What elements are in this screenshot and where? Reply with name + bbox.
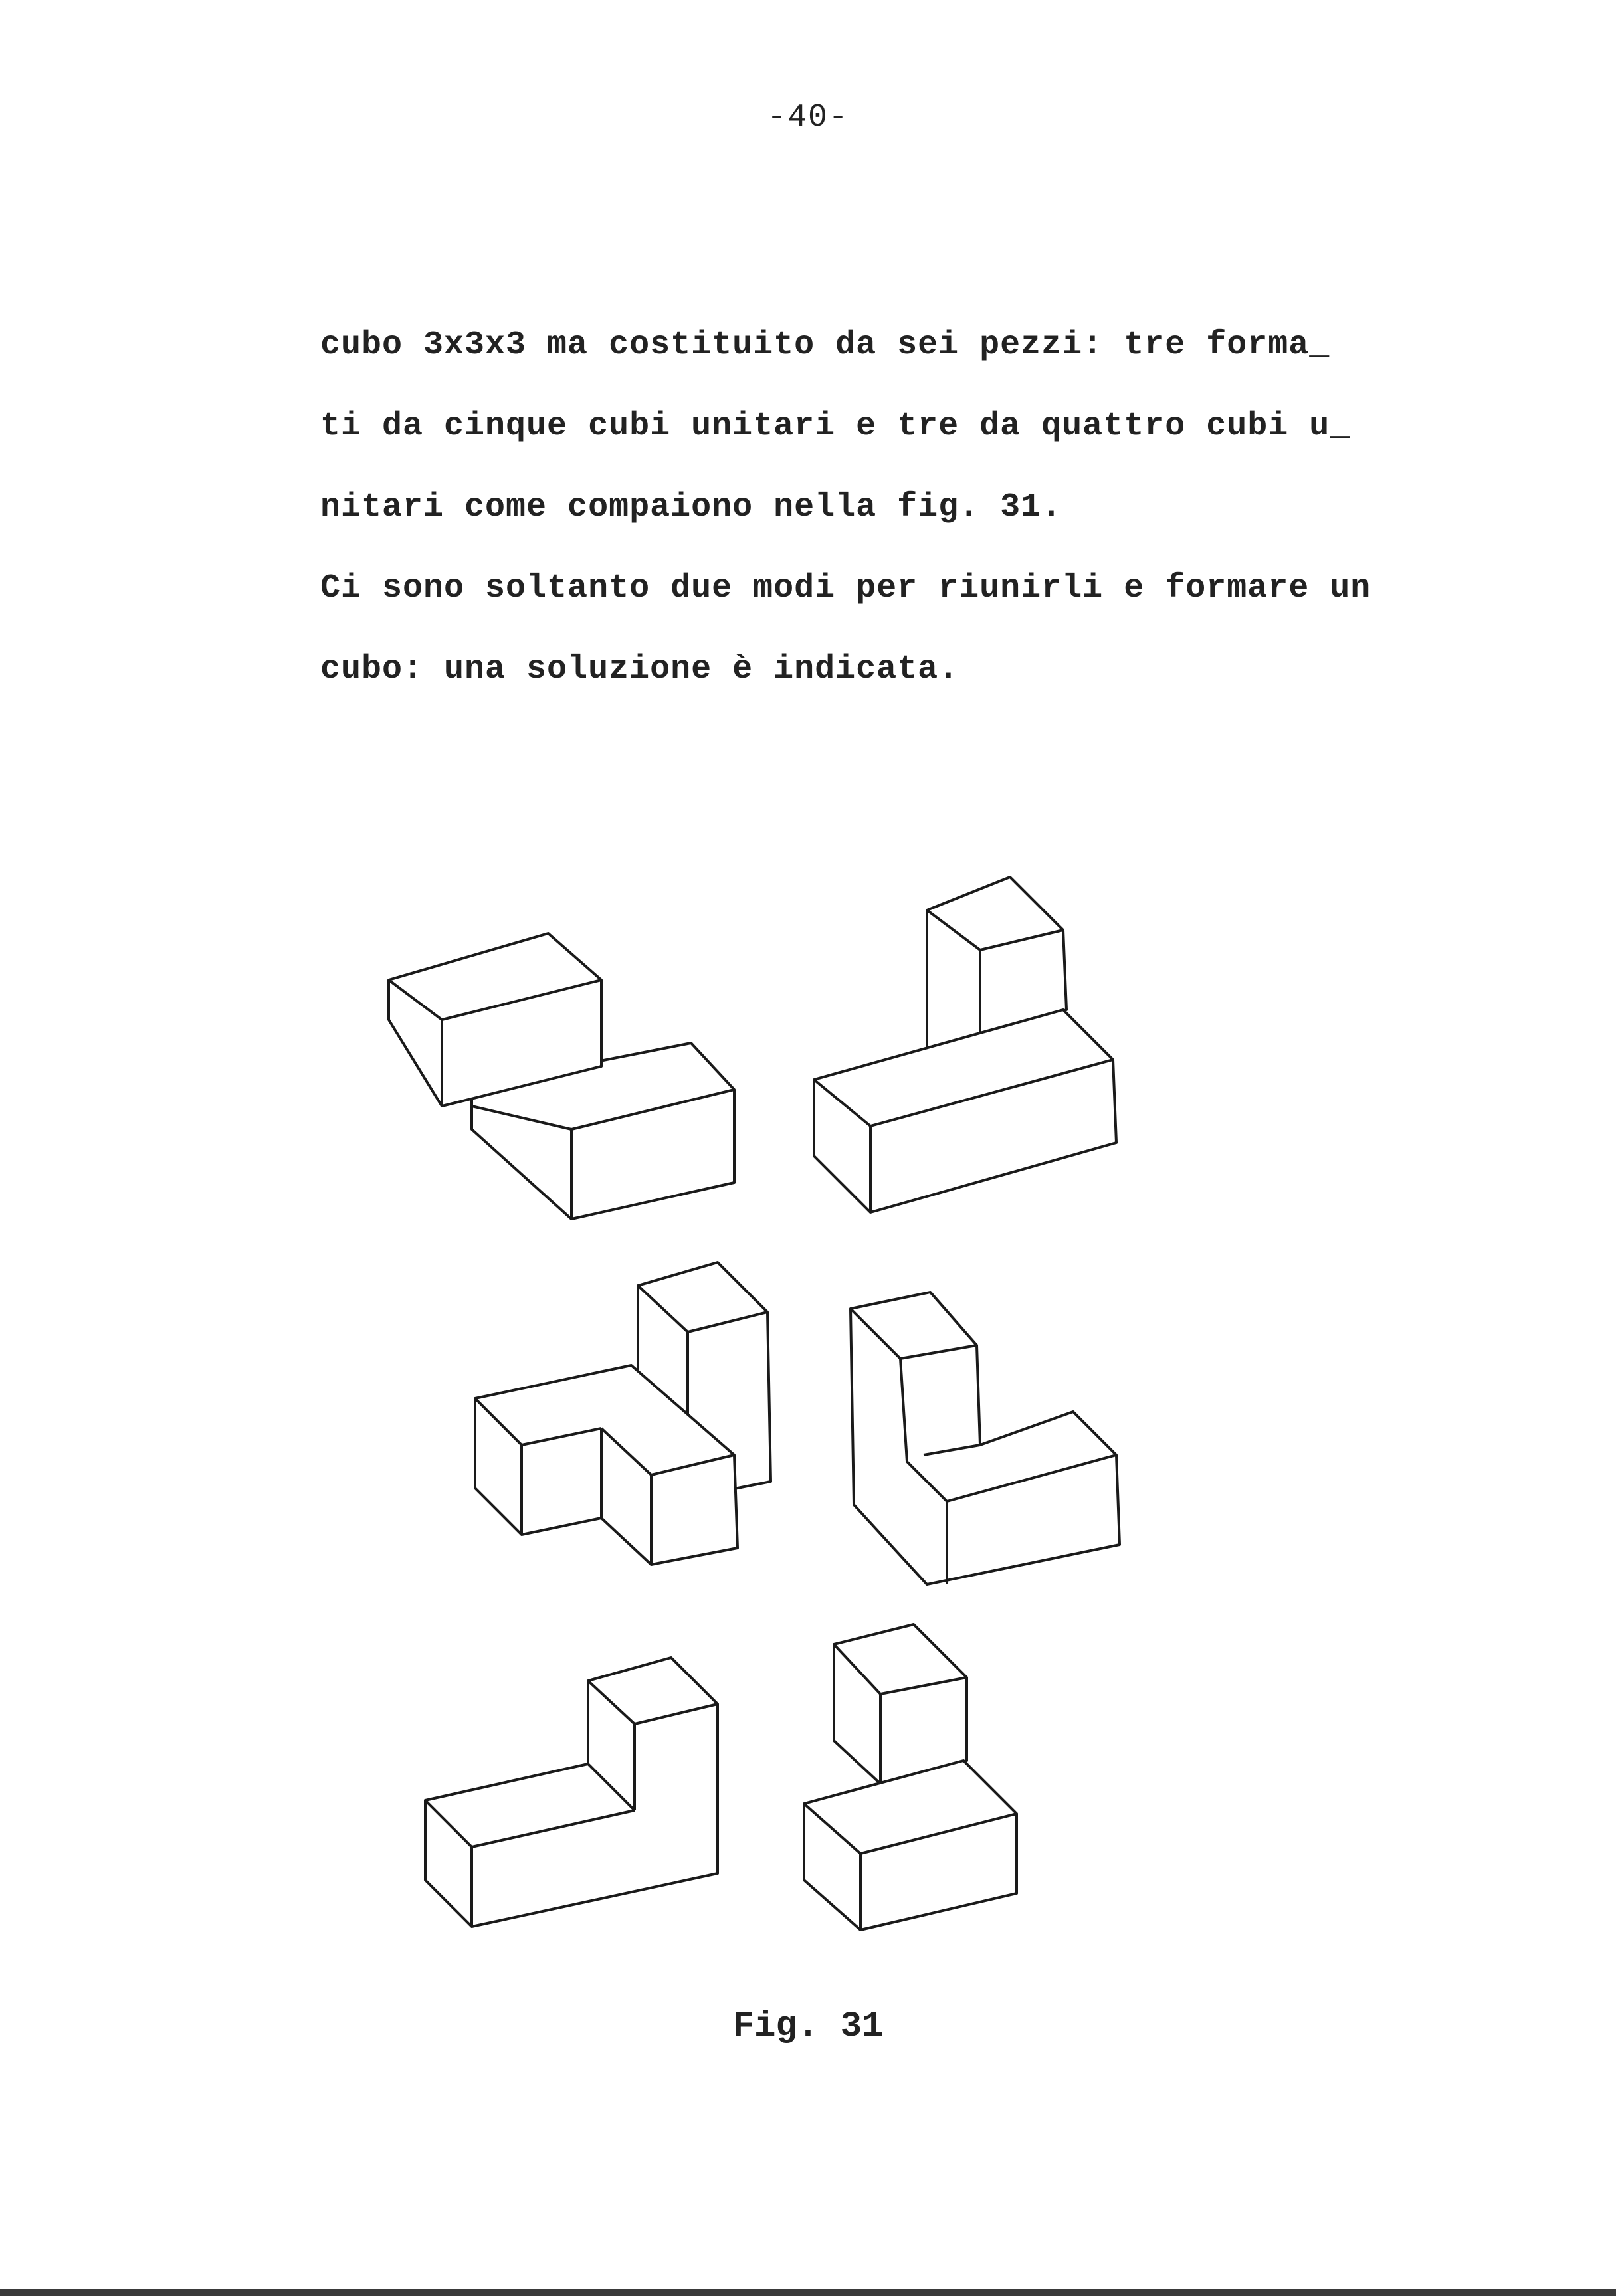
- figure-caption: Fig. 31: [732, 2006, 884, 2047]
- body-line-2: ti da cinque cubi unitari e tre da quattro cubi u_: [320, 407, 1351, 445]
- piece-5: [425, 1658, 718, 1927]
- body-line-4: Ci sono soltanto due modi per riunirli e formare un: [320, 569, 1371, 607]
- piece-6: [804, 1624, 1017, 1930]
- piece-3: [475, 1262, 771, 1565]
- body-line-5: cubo: una soluzione è indicata.: [320, 650, 960, 688]
- bottom-edge-rule: [0, 2289, 1616, 2296]
- piece-2: [814, 877, 1116, 1212]
- body-line-3: nitari come compaiono nella fig. 31.: [320, 488, 1062, 526]
- piece-4: [851, 1292, 1120, 1584]
- body-line-1: cubo 3x3x3 ma costituito da sei pezzi: tre forma_: [320, 326, 1330, 364]
- page-number: -40-: [767, 100, 849, 136]
- piece-1: [389, 933, 734, 1219]
